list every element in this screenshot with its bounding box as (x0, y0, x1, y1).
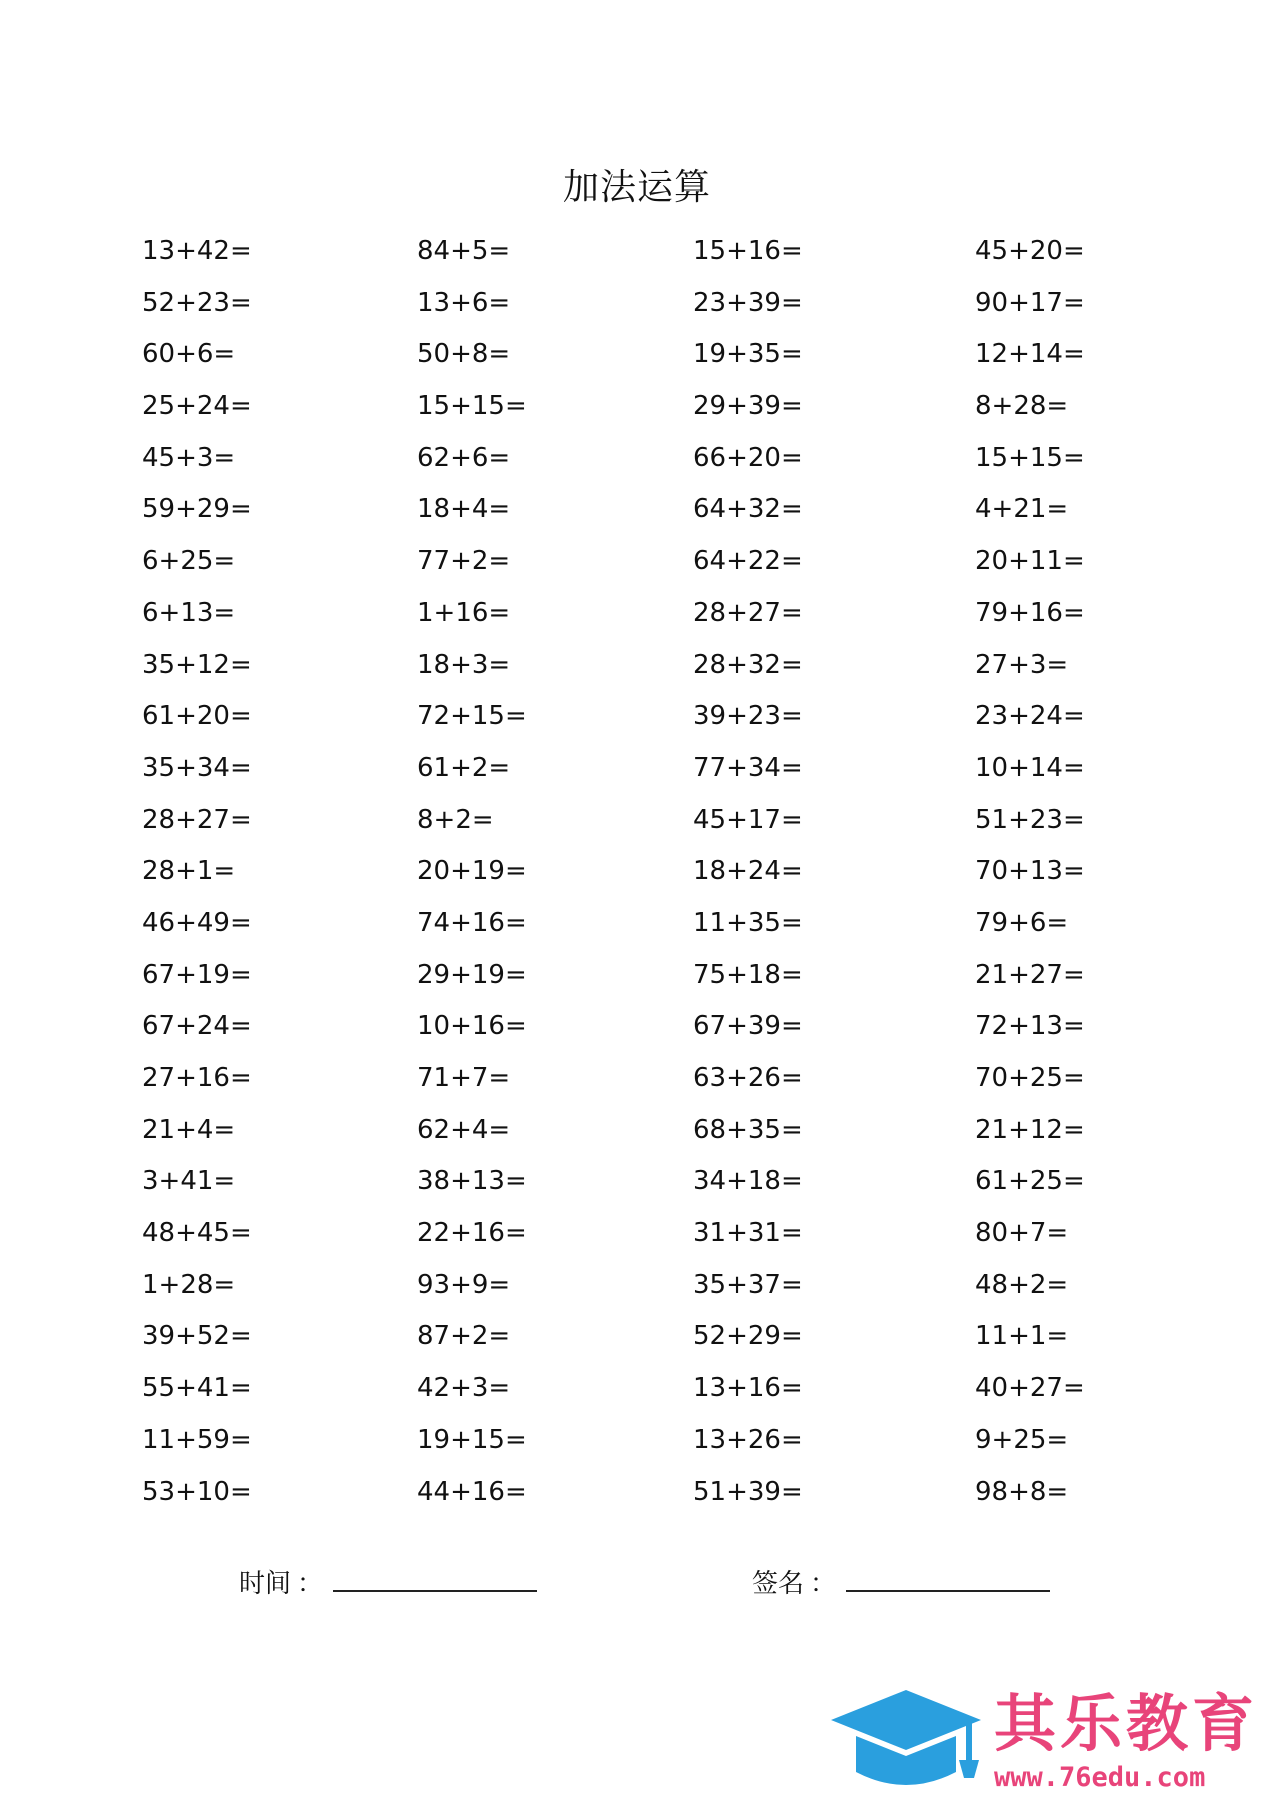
problem-cell: 35+34= (142, 752, 252, 783)
problem-cell: 29+39= (693, 391, 803, 422)
problem-cell: 29+19= (417, 959, 527, 990)
problem-row (142, 953, 1142, 1005)
problem-cell: 72+15= (417, 701, 527, 732)
problem-cell: 90+17= (975, 287, 1085, 318)
problem-cell: 50+8= (417, 339, 511, 370)
problem-row (142, 384, 1142, 436)
problem-cell: 45+20= (975, 236, 1085, 266)
problem-cell: 46+49= (142, 907, 252, 938)
problem-cell: 75+18= (693, 959, 803, 990)
problem-cell: 35+37= (693, 1269, 803, 1300)
problem-cell: 18+4= (417, 494, 511, 525)
problem-cell: 59+29= (142, 494, 252, 525)
problem-cell: 21+4= (142, 1114, 236, 1145)
problem-cell: 61+25= (975, 1166, 1085, 1197)
problem-cell: 79+6= (975, 907, 1069, 938)
problem-cell: 64+22= (693, 546, 803, 577)
problem-row (142, 487, 1142, 539)
problem-cell: 71+7= (417, 1063, 511, 1093)
problem-cell: 77+2= (417, 546, 511, 577)
time-blank-line[interactable] (333, 1562, 537, 1592)
problem-cell: 15+15= (975, 442, 1085, 473)
problem-cell: 67+39= (693, 1011, 803, 1042)
problem-cell: 51+23= (975, 804, 1085, 835)
problem-cell: 61+2= (417, 752, 511, 783)
problem-row (142, 901, 1142, 953)
problem-cell: 87+2= (417, 1321, 511, 1352)
problem-cell: 23+39= (693, 287, 803, 318)
problem-cell: 9+25= (975, 1424, 1069, 1455)
problem-row (142, 1159, 1142, 1211)
problem-cell: 1+16= (417, 597, 511, 628)
brand-name: 其乐教育 (994, 1687, 1259, 1760)
problem-cell: 11+1= (975, 1321, 1069, 1352)
problem-cell: 10+14= (975, 752, 1085, 783)
problem-cell: 20+11= (975, 546, 1085, 577)
problem-cell: 61+20= (142, 701, 252, 732)
problem-row (142, 1004, 1142, 1056)
problem-row (142, 281, 1142, 333)
problem-cell: 38+13= (417, 1166, 527, 1197)
problem-cell: 21+27= (975, 959, 1085, 990)
problem-cell: 60+6= (142, 339, 236, 370)
brand-logo (826, 1680, 1272, 1800)
problem-cell: 64+32= (693, 494, 803, 525)
time-label: 时间 (239, 1569, 292, 1599)
problem-cell: 25+24= (142, 391, 252, 422)
problem-cell: 79+16= (975, 597, 1085, 628)
problem-cell: 13+26= (693, 1424, 803, 1455)
time-colon: ： (297, 1569, 324, 1599)
signature-field (752, 1562, 1050, 1606)
problem-row (142, 1470, 1142, 1522)
problem-cell: 8+28= (975, 391, 1069, 422)
signature-label: 签名 (752, 1569, 805, 1599)
problem-cell: 48+45= (142, 1218, 252, 1249)
problem-cell: 62+6= (417, 442, 511, 473)
problem-cell: 8+2= (417, 804, 494, 835)
problem-cell: 15+15= (417, 391, 527, 422)
problem-cell: 13+42= (142, 236, 252, 266)
problem-row (142, 849, 1142, 901)
problem-cell: 70+13= (975, 856, 1085, 887)
problem-cell: 28+1= (142, 856, 236, 887)
problem-cell: 31+31= (693, 1218, 803, 1249)
problem-cell: 22+16= (417, 1218, 527, 1249)
problem-cell: 77+34= (693, 752, 803, 783)
problem-row (142, 229, 1142, 281)
problem-row (142, 798, 1142, 850)
signature-colon: ： (810, 1569, 837, 1599)
problem-cell: 67+24= (142, 1011, 252, 1042)
problem-cell: 44+16= (417, 1476, 527, 1507)
problem-cell: 10+16= (417, 1011, 527, 1042)
problem-cell: 39+52= (142, 1321, 252, 1352)
problem-cell: 39+23= (693, 701, 803, 732)
problem-cell: 45+17= (693, 804, 803, 835)
problem-cell: 84+5= (417, 236, 511, 266)
problem-cell: 62+4= (417, 1114, 511, 1145)
problem-cell: 18+24= (693, 856, 803, 887)
problem-row (142, 332, 1142, 384)
problem-row (142, 1108, 1142, 1160)
problem-cell: 51+39= (693, 1476, 803, 1507)
problem-cell: 93+9= (417, 1269, 511, 1300)
problem-cell: 40+27= (975, 1373, 1085, 1404)
problem-cell: 28+27= (693, 597, 803, 628)
problem-cell: 72+13= (975, 1011, 1085, 1042)
problem-cell: 27+3= (975, 649, 1069, 680)
brand-url[interactable]: www.76edu.com (994, 1762, 1206, 1793)
problem-cell: 18+3= (417, 649, 511, 680)
problem-cell: 42+3= (417, 1373, 511, 1404)
problem-cell: 28+27= (142, 804, 252, 835)
problem-cell: 19+35= (693, 339, 803, 370)
problem-cell: 68+35= (693, 1114, 803, 1145)
problem-cell: 11+35= (693, 907, 803, 938)
time-field (239, 1562, 537, 1606)
problem-cell: 4+21= (975, 494, 1069, 525)
problem-row (142, 1418, 1142, 1470)
problem-cell: 63+26= (693, 1063, 803, 1093)
problem-row (142, 436, 1142, 488)
signature-blank-line[interactable] (846, 1562, 1050, 1592)
problem-cell: 55+41= (142, 1373, 252, 1404)
problem-cell: 28+32= (693, 649, 803, 680)
problem-cell: 11+59= (142, 1424, 252, 1455)
problem-cell: 3+41= (142, 1166, 236, 1197)
problem-row (142, 694, 1142, 746)
problem-row (142, 1211, 1142, 1263)
page-title: 加法运算 (562, 167, 711, 208)
problem-cell: 34+18= (693, 1166, 803, 1197)
problem-row (142, 1056, 1142, 1108)
problem-cell: 45+3= (142, 442, 236, 473)
problem-cell: 6+25= (142, 546, 236, 577)
problem-cell: 52+23= (142, 287, 252, 318)
problem-cell: 66+20= (693, 442, 803, 473)
problem-row (142, 643, 1142, 695)
problem-cell: 53+10= (142, 1476, 252, 1507)
problem-cell: 21+12= (975, 1114, 1085, 1145)
problem-row (142, 1263, 1142, 1315)
problem-cell: 35+12= (142, 649, 252, 680)
problem-cell: 13+16= (693, 1373, 803, 1404)
problem-row (142, 591, 1142, 643)
problem-cell: 70+25= (975, 1063, 1085, 1093)
problem-cell: 1+28= (142, 1269, 236, 1300)
graduation-cap-icon (826, 1680, 986, 1800)
problem-cell: 12+14= (975, 339, 1085, 370)
problem-row (142, 1314, 1142, 1366)
problem-cell: 27+16= (142, 1063, 252, 1093)
problem-cell: 20+19= (417, 856, 527, 887)
problem-cell: 23+24= (975, 701, 1085, 732)
problem-row (142, 539, 1142, 591)
problem-cell: 48+2= (975, 1269, 1069, 1300)
problem-cell: 15+16= (693, 236, 803, 266)
problem-cell: 74+16= (417, 907, 527, 938)
problem-cell: 80+7= (975, 1218, 1069, 1249)
problem-cell: 52+29= (693, 1321, 803, 1352)
problem-row (142, 1366, 1142, 1418)
problem-cell: 13+6= (417, 287, 511, 318)
problem-cell: 19+15= (417, 1424, 527, 1455)
problem-cell: 98+8= (975, 1476, 1069, 1507)
problem-cell: 67+19= (142, 959, 252, 990)
problem-grid (142, 229, 1142, 1521)
problem-cell: 6+13= (142, 597, 236, 628)
problem-row (142, 746, 1142, 798)
